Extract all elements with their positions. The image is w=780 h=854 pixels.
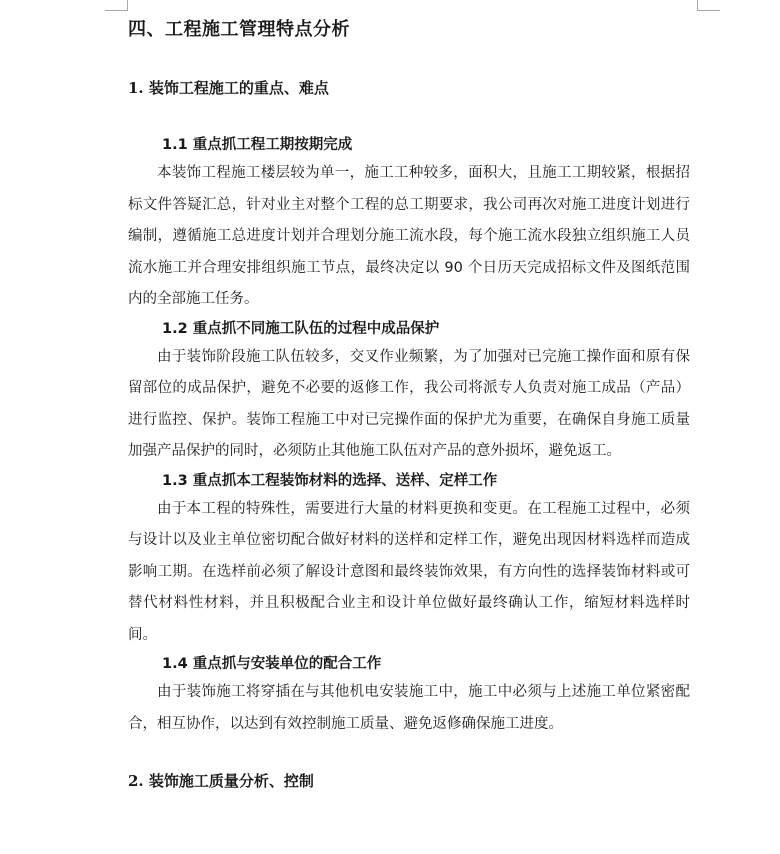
spacer [128, 44, 690, 75]
page-corner-mark-right [697, 0, 720, 11]
subsection-heading-1-2: 1.2 重点抓不同施工队伍的过程中成品保护 [162, 320, 440, 337]
spacer [128, 101, 690, 132]
subsection-heading-1-3: 1.3 重点抓本工程装饰材料的选择、送样、定样工作 [162, 472, 498, 489]
paragraph-1-3: 由于本工程的特殊性，需要进行大量的材料更换和变更。在工程施工过程中，必须与设计以及业主单位密切配合做好材料的送样和定样工作，避免出现因材料选样而造成影响工期。在选样前必须了解设计意图和最终装饰效果，有方向性的选择装饰材料或可替代材料性材料，并且积极配合业主和设计单位做好最终确认工作，缩短材料选样时间。 [128, 500, 690, 643]
document-page [128, 16, 690, 794]
section-heading-2: 2. 装饰施工质量分析、控制 [128, 772, 314, 790]
page-corner-mark-left [105, 0, 128, 11]
paragraph-1-2: 由于装饰阶段施工队伍较多，交叉作业频繁，为了加强对已完施工操作面和原有保留部位的成品保护，避免不必要的返修工作，我公司将派专人负责对施工成品（产品）进行监控、保护。装饰工程施工中对已完操作面的保护尤为重要，在确保自身施工质量加强产品保护的同时，必须防止其他施工队伍对产品的意外损坏，避免返工。 [128, 348, 690, 459]
paragraph-1-1: 本装饰工程施工楼层较为单一，施工工种较多，面积大，且施工工期较紧，根据招标文件答疑汇总，针对业主对整个工程的总工期要求，我公司再次对施工进度计划进行编制，遵循施工总进度计划并合理划分施工流水段，每个施工流水段独立组织施工人员流水施工并合理安排组织施工节点，最终决定以 90 个日历天完成招标文件及图纸范围内的全部施工任务。 [128, 165, 690, 307]
subsection-heading-1-4: 1.4 重点抓与安装单位的配合工作 [162, 656, 382, 672]
subsection-heading-1-1: 1.1 重点抓工程工期按期完成 [162, 137, 353, 153]
spacer [128, 740, 690, 768]
paragraph-1-4: 由于装饰施工将穿插在与其他机电安装施工中，施工中必须与上述施工单位紧密配合，相互协作，以达到有效控制施工质量、避免返修确保施工进度。 [128, 684, 690, 732]
document-title: 四、工程施工管理特点分析 [128, 19, 350, 40]
section-heading-1: 1. 装饰工程施工的重点、难点 [128, 79, 329, 97]
